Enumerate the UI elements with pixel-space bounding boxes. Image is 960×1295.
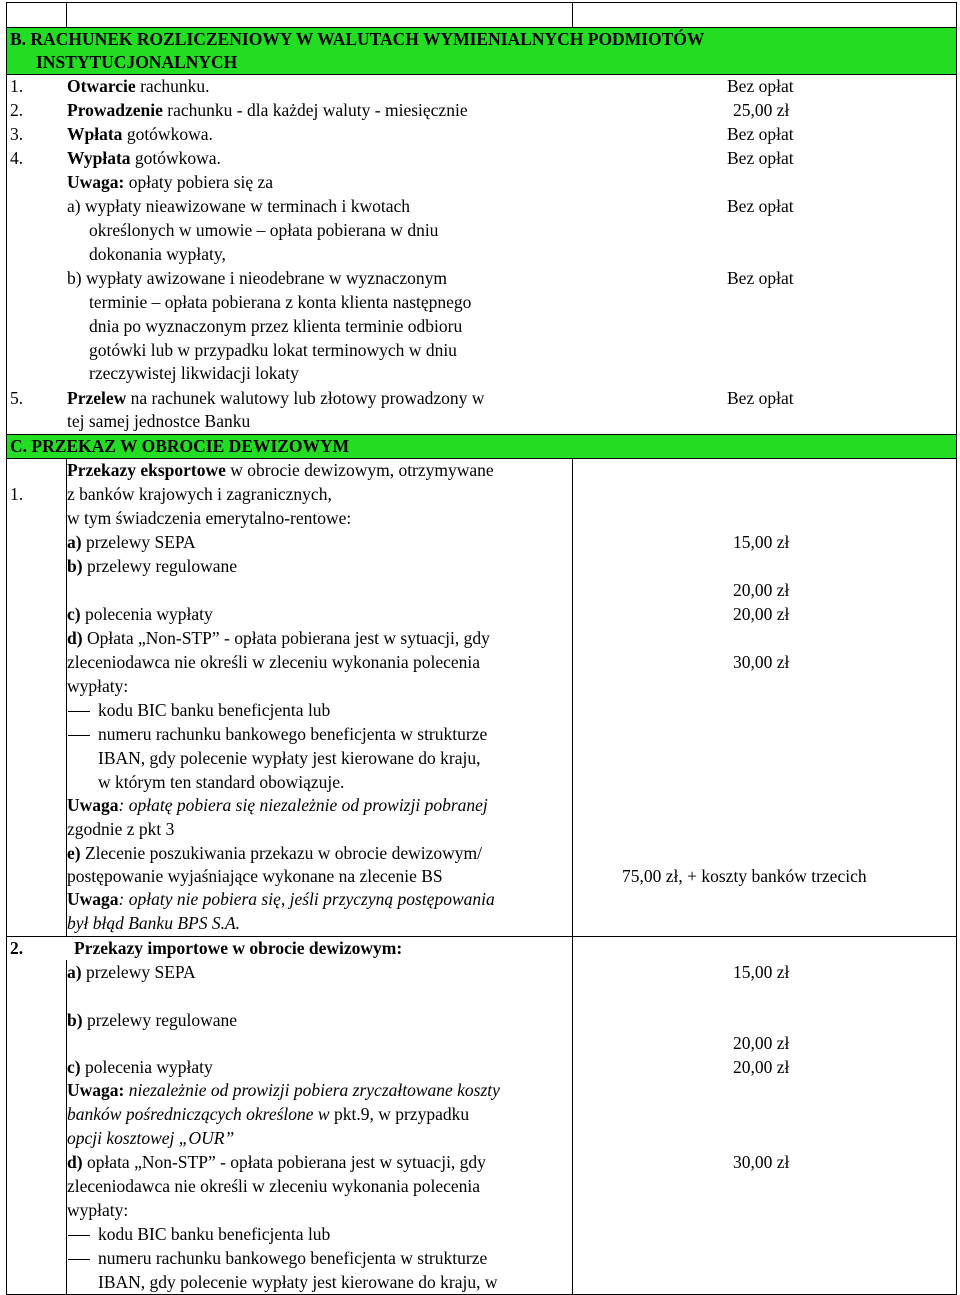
import-b: b) przelewy regulowane [67,1010,238,1030]
fee-value: Bez opłat [727,196,794,216]
fee-value: 75,00 zł, + koszty banków trzecich [622,866,867,886]
section-b-title: B. RACHUNEK ROZLICZENIOWY W WALUTACH WYMIENIALNYCH PODMIOTÓW [10,29,705,49]
withdrawal-a-line: określonych w umowie – opłata pobierana w dniu [89,220,439,240]
dash-item: numeru rachunku bankowego beneficjenta w strukturze [98,1248,488,1268]
grid-line [572,458,573,1295]
import-a: a) przelewy SEPA [67,962,196,982]
fee-value: Bez opłat [727,388,794,408]
export-uwaga: Uwaga: opłatę pobiera się niezależnie od prowizji pobranej [67,795,488,815]
export-e-line2: postępowanie wyjaśniające wykonane na zlecenie BS [67,866,443,886]
export-b: b) przelewy regulowane [67,556,238,576]
export-d: d) Opłata „Non-STP” - opłata pobierana jest w sytuacji, gdy [67,628,490,648]
export-heading-line3: w tym świadczenia emerytalno-rentowe: [67,508,352,528]
fee-value: 15,00 zł [733,962,790,982]
export-heading-line2: z banków krajowych i zagranicznych, [67,484,332,504]
grid-line [572,2,573,27]
import-uwaga: Uwaga: niezależnie od prowizji pobiera zryczałtowane koszty [67,1080,500,1100]
fee-value: 20,00 zł [733,1033,790,1053]
import-d-line2: zleceniodawca nie określi w zleceniu wykonania polecenia [67,1176,481,1196]
fee-value: Bez opłat [727,76,794,96]
withdrawal-b-line: dnia po wyznaczonym przez klienta terminie odbioru [89,316,463,336]
export-uwaga-line2: zgodnie z pkt 3 [67,819,175,839]
grid-line [66,2,67,27]
grid-line [6,2,7,1295]
import-d: d) opłata „Non-STP” - opłata pobierana jest w sytuacji, gdy [67,1152,486,1172]
import-heading: Przekazy importowe w obrocie dewizowym: [74,938,403,958]
fee-value: 20,00 zł [733,580,790,600]
fee-value: 30,00 zł [733,1152,790,1172]
withdrawal-a-line: a) wypłaty nieawizowane w terminach i kwotach [67,196,411,216]
dash-bullet [68,735,90,736]
dash-item: IBAN, gdy polecenie wypłaty jest kierowane do kraju, w [98,1272,498,1292]
item-number: 2. [10,938,24,958]
dash-bullet [68,711,90,712]
export-c: c) polecenia wypłaty [67,604,213,624]
import-uwaga-line3: opcji kosztowej „OUR” [67,1128,235,1148]
export-heading: Przekazy eksportowe w obrocie dewizowym, otrzymywane [67,460,494,480]
export-d-line3: wypłaty: [67,676,129,696]
dash-item: numeru rachunku bankowego beneficjenta w strukturze [98,724,488,744]
item-5-text-line2: tej samej jednostce Banku [67,411,251,431]
fee-value: 30,00 zł [733,652,790,672]
dash-bullet [68,1235,90,1236]
fee-value: 20,00 zł [733,604,790,624]
grid-line [956,2,957,1295]
grid-line [6,2,957,3]
import-c: c) polecenia wypłaty [67,1057,213,1077]
withdrawal-b-line: rzeczywistej likwidacji lokaty [89,363,299,383]
item-number: 5. [10,388,24,408]
import-uwaga-line2: banków pośredniczących określone w pkt.9, w przypadku [67,1104,470,1124]
withdrawal-b-line: terminie – opłata pobierana z konta klienta następnego [89,292,472,312]
fee-value: 15,00 zł [733,532,790,552]
fee-value: 20,00 zł [733,1057,790,1077]
fee-value: Bez opłat [727,124,794,144]
export-a: a) przelewy SEPA [67,532,196,552]
export-e: e) Zlecenie poszukiwania przekazu w obrocie dewizowym/ [67,843,482,863]
fee-value: Bez opłat [727,148,794,168]
withdrawal-a-line: dokonania wypłaty, [89,244,226,264]
item-number: 1. [10,484,24,504]
section-b-title-line2: INSTYTUCJONALNYCH [36,52,238,72]
item-5-text: Przelew na rachunek walutowy lub złotowy prowadzony w [67,388,485,408]
fee-value: 25,00 zł [733,100,790,120]
import-d-line3: wypłaty: [67,1200,129,1220]
withdrawal-b-line: b) wypłaty awizowane i nieodebrane w wyznaczonym [67,268,447,288]
export-e-uwaga-line2: był błąd Banku BPS S.A. [67,913,241,933]
dash-item: kodu BIC banku beneficjenta lub [98,700,331,720]
fee-value: Bez opłat [727,268,794,288]
export-d-line2: zleceniodawca nie określi w zleceniu wykonania polecenia [67,652,481,672]
dash-item: kodu BIC banku beneficjenta lub [98,1224,331,1244]
withdrawal-b-line: gotówki lub w przypadku lokat terminowych w dniu [89,340,457,360]
export-e-uwaga: Uwaga: opłaty nie pobiera się, jeśli przyczyną postępowania [67,889,495,909]
dash-item: w którym ten standard obowiązuje. [98,772,345,792]
dash-bullet [68,1259,90,1260]
uwaga-note: Uwaga: opłaty pobiera się za [67,172,274,192]
dash-item: IBAN, gdy polecenie wypłaty jest kierowane do kraju, [98,748,481,768]
section-c-title: C. PRZEKAZ W OBROCIE DEWIZOWYM [10,436,350,456]
